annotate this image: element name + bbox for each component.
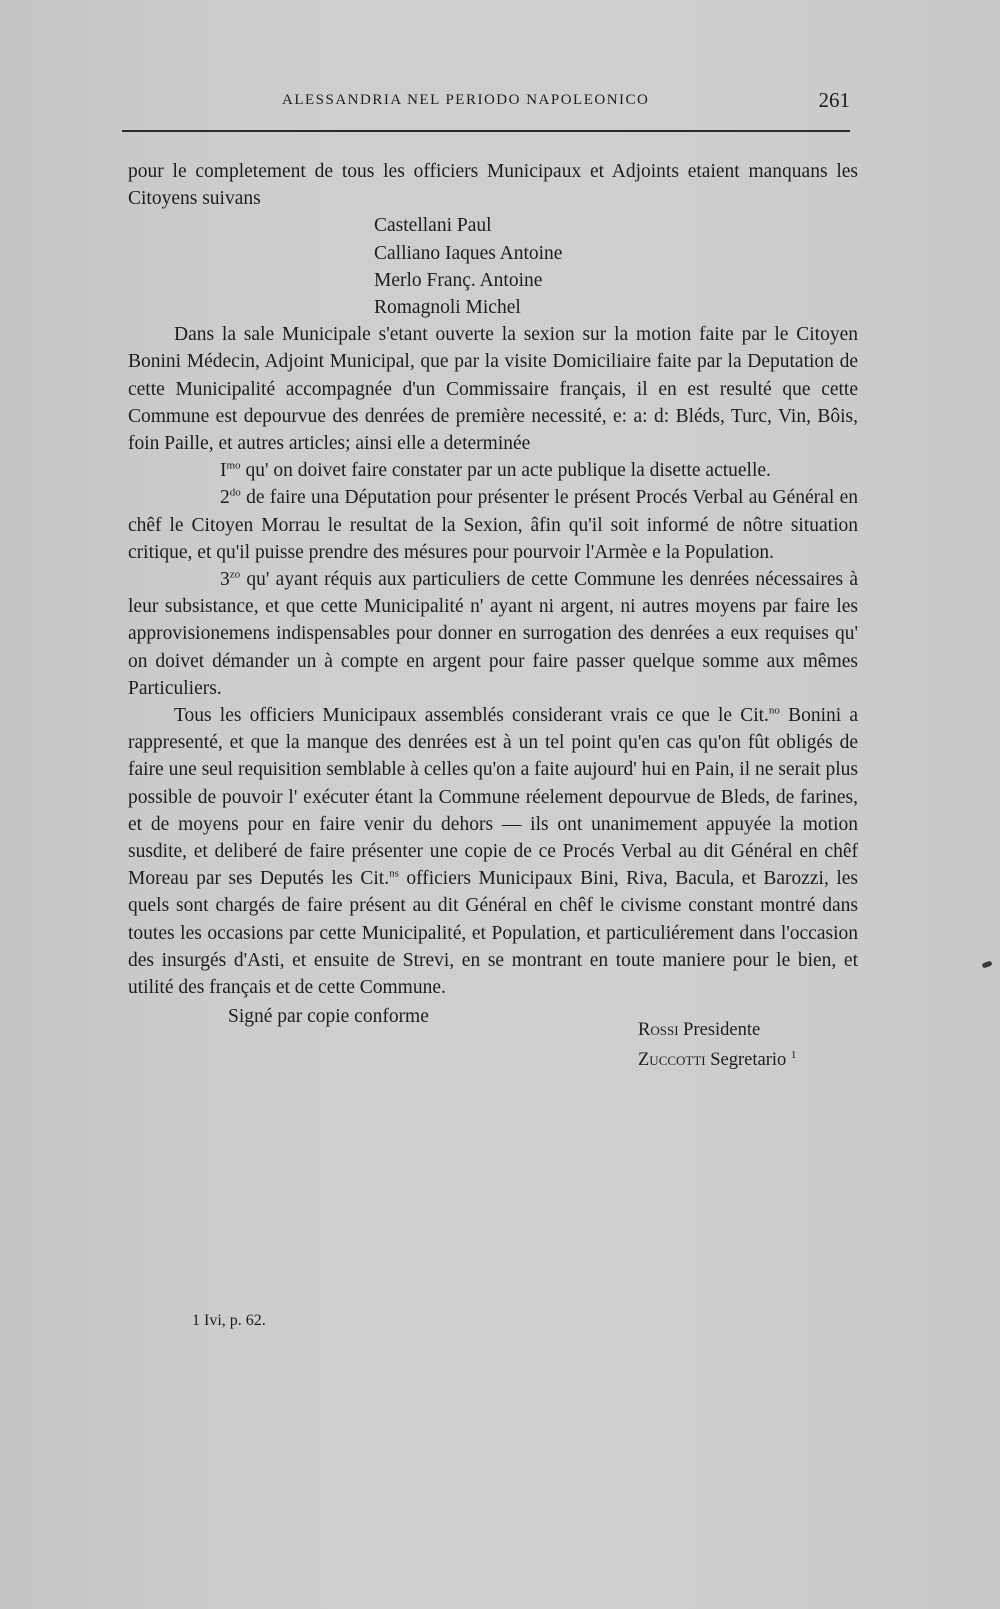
page-number: 261 [818, 88, 850, 112]
signatories [638, 1015, 796, 1075]
resolution-item-2 [128, 484, 858, 566]
signatory-name: Rossi [638, 1020, 679, 1041]
page-header [122, 88, 850, 118]
name-entry: Romagnoli Michel [374, 297, 521, 319]
deliberation-text: Bonini a rappresenté, et que la manque des denrées est à un tel point qu'en cas qu'on fût obligés de faire une seul requisition semblable à celles qu'on a faite aujourd' hui en Pain, il ne serait plus possible de pouvoir l' exécuter étant la Commune réelement depourvue de Bleds, de farines, et de moyens pour en faire venir du dehors — ils ont unanimement appuyée la motion susdite, et deliberé de faire présenter une copie de ce Procés Verbal au dit Général en chêf Moreau par ses Deputés les Cit. [128, 705, 858, 890]
signatory-secretary [638, 1045, 796, 1075]
item-number: I [220, 460, 227, 482]
signatory-title: Segretario [710, 1050, 787, 1071]
scan-speck [981, 960, 992, 968]
item-text: de faire una Députation pour présenter le présent Procés Verbal au Général en chêf le Citoyen Morrau le resultat de la Sexion, âfin qu'il soit informé de nôtre situation critique, et qu'il puisse prendre des mésures pour pourvoir l'Armèe e la Population. [128, 487, 859, 563]
abbrev-superscript: no [768, 704, 780, 717]
document-body [128, 158, 858, 1087]
item-number: 3 [220, 569, 230, 591]
signatory-name: Zuccotti [638, 1050, 706, 1071]
name-entry: Merlo Franç. Antoine [374, 269, 543, 291]
signatory-president [638, 1015, 796, 1045]
footnote [192, 1312, 266, 1330]
signatory-title: Presidente [683, 1020, 761, 1041]
deliberation-text: Tous les officiers Municipaux assemblés considerant vrais ce que le Cit. [174, 705, 769, 727]
item-number: 2 [220, 487, 230, 509]
item-text: qu' ayant réquis aux particuliers de cette Commune les denrées nécessaires à leur subsistance, et que cette Municipalité n' ayant ni argent, ni autres moyens par faire les approvisionemens indispensables pour donner en surrogation des denrées a eux requises qu' on doivet démander un à compte en argent pour faire passer quelque somme aux mêmes Particuliers. [128, 569, 858, 699]
footnote-reference: 1 [790, 1049, 797, 1062]
footnote-mark: 1 [192, 1312, 200, 1329]
motion-paragraph: Dans la sale Municipale s'etant ouverte la sexion sur la motion faite par le Citoyen Bonini Médecin, Adjoint Municipal, que par la visite Domiciliaire faite par la Deputation de cette Municipalité accompagnée d'un Commissaire français, il en est resulté que cette Commune est depourvue des denrées de première necessité, e: a: d: Bléds, Turc, Vin, Bôis, foin Paille, et autres articles; ainsi elle a determinée [128, 324, 858, 455]
running-title: ALESSANDRIA NEL PERIODO NAPOLEONICO [282, 92, 650, 108]
item-text: qu' on doivet faire constater par un acte publique la disette actuelle. [245, 460, 771, 482]
resolution-item-3 [128, 566, 858, 702]
resolution-item-1 [128, 457, 858, 484]
deliberation-text: officiers Municipaux Bini, Riva, Bacula, et Barozzi, les quels sont chargés de faire présent au dit Général en chêf le civisme constant montré dans toutes les occasions par cette Municipalité, et Population, et particuliérement dans l'occasion des insurgés d'Asti, et ensuite de Strevi, en se montrant en toute maniere pour le bien, et utilité des français et de cette Commune. [128, 868, 858, 999]
item-ordinal: zo [229, 568, 241, 581]
deliberation-paragraph [128, 702, 858, 1001]
item-ordinal: do [229, 486, 241, 499]
header-rule [122, 130, 850, 132]
item-ordinal: mo [226, 459, 241, 472]
abbrev-superscript: ns [389, 867, 399, 880]
names-list [128, 212, 858, 321]
footnote-text: Ivi, p. 62. [204, 1312, 266, 1329]
intro-paragraph: pour le completement de tous les officiers Municipaux et Adjoints etaient manquans les Citoyens suivans [128, 161, 858, 210]
name-entry: Calliano Iaques Antoine [374, 242, 563, 264]
name-entry: Castellani Paul [374, 215, 492, 237]
signature-block [128, 1003, 858, 1087]
certification-note: Signé par copie conforme [228, 1006, 429, 1028]
